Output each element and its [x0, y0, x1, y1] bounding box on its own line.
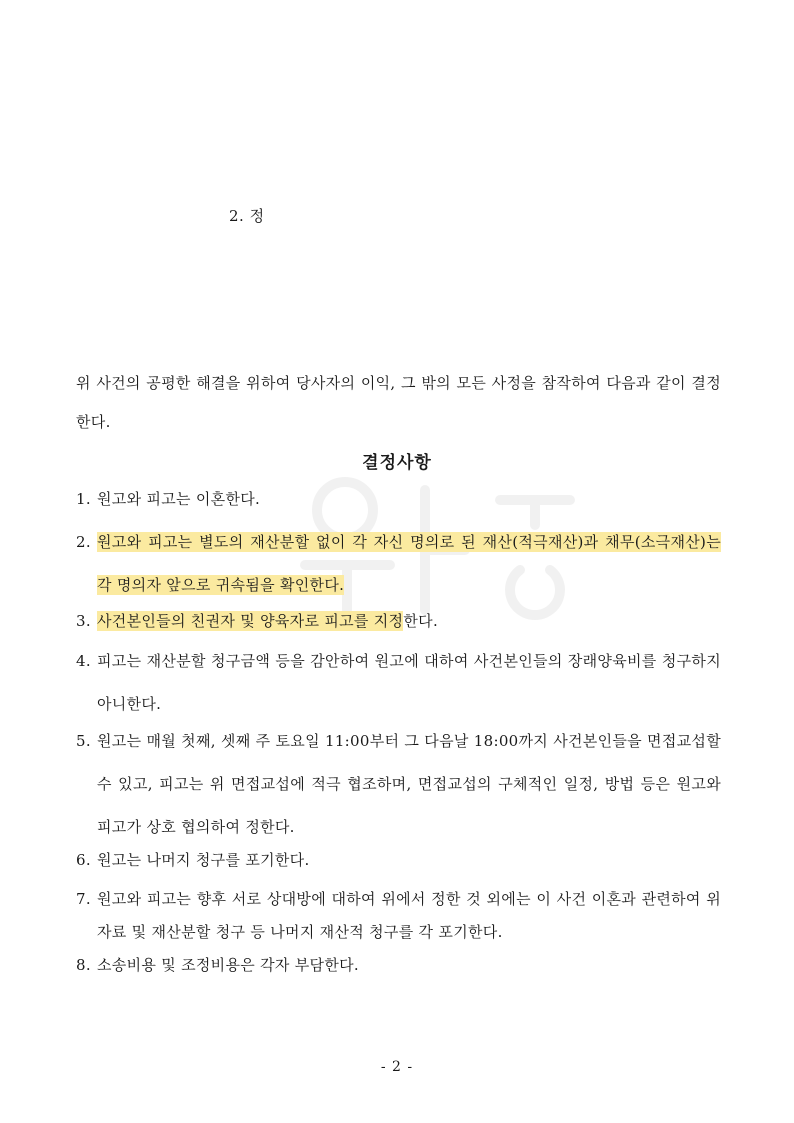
- list-item-2: [76, 521, 721, 607]
- item-text: 원고는 나머지 청구를 포기한다.: [97, 851, 310, 869]
- item-number: 3.: [76, 612, 91, 630]
- list-item-3: [76, 600, 721, 643]
- item-text: 원고는 매월 첫째, 셋째 주 토요일 11:00부터 그 다음날 18:00까지 사건본인들을 면접교섭할 수 있고, 피고는 위 면접교섭에 적극 협조하며, 면접교섭의 구체적인 일정, 방법 등은 원고와 피고가 상호 협의하여 정한다.: [97, 732, 721, 836]
- item-number: 1.: [76, 490, 91, 508]
- list-item-8: [76, 949, 721, 982]
- list-item-6: [76, 839, 721, 882]
- section-title: 결정사항: [362, 453, 432, 473]
- page-number: - 2 -: [380, 1059, 414, 1075]
- item-number: 5.: [76, 732, 91, 750]
- list-item-7: [76, 883, 721, 949]
- intro-paragraph: 위 사건의 공평한 해결을 위하여 당사자의 이익, 그 밖의 모든 사정을 참작하여 다음과 같이 결정한다.: [76, 374, 721, 431]
- item-number: 8.: [76, 956, 91, 974]
- item-number: 7.: [76, 890, 91, 908]
- item-text: 피고는 재산분할 청구금액 등을 감안하여 원고에 대하여 사건본인들의 장래양육비를 청구하지 아니한다.: [97, 652, 721, 713]
- item-text: [97, 600, 721, 643]
- item-text: 소송비용 및 조정비용은 각자 부담한다.: [97, 956, 359, 974]
- party-line: 2. 정: [229, 207, 265, 225]
- item-number: 6.: [76, 851, 91, 869]
- item-number: 4.: [76, 652, 91, 670]
- item-number: 2.: [76, 533, 91, 551]
- item-text: 원고와 피고는 향후 서로 상대방에 대하여 위에서 정한 것 외에는 이 사건 이혼과 관련하여 위자료 및 재산분할 청구 등 나머지 재산적 청구를 각 포기한다.: [97, 890, 721, 941]
- list-item-1: [76, 478, 721, 521]
- highlighted-text: 사건본인들의 친권자 및 양육자로 피고를 지정: [97, 612, 404, 630]
- item-text: 원고와 피고는 이혼한다.: [97, 490, 261, 508]
- list-item-5: [76, 720, 721, 849]
- list-item-4: [76, 640, 721, 726]
- item-text-rest: 한다.: [403, 612, 439, 630]
- item-text: [97, 521, 721, 607]
- highlighted-text: 원고와 피고는 별도의 재산분할 없이 각 자신 명의로 된 재산(적극재산)과 채무(소극재산)는 각 명의자 앞으로 귀속됨을 확인한다.: [97, 533, 721, 594]
